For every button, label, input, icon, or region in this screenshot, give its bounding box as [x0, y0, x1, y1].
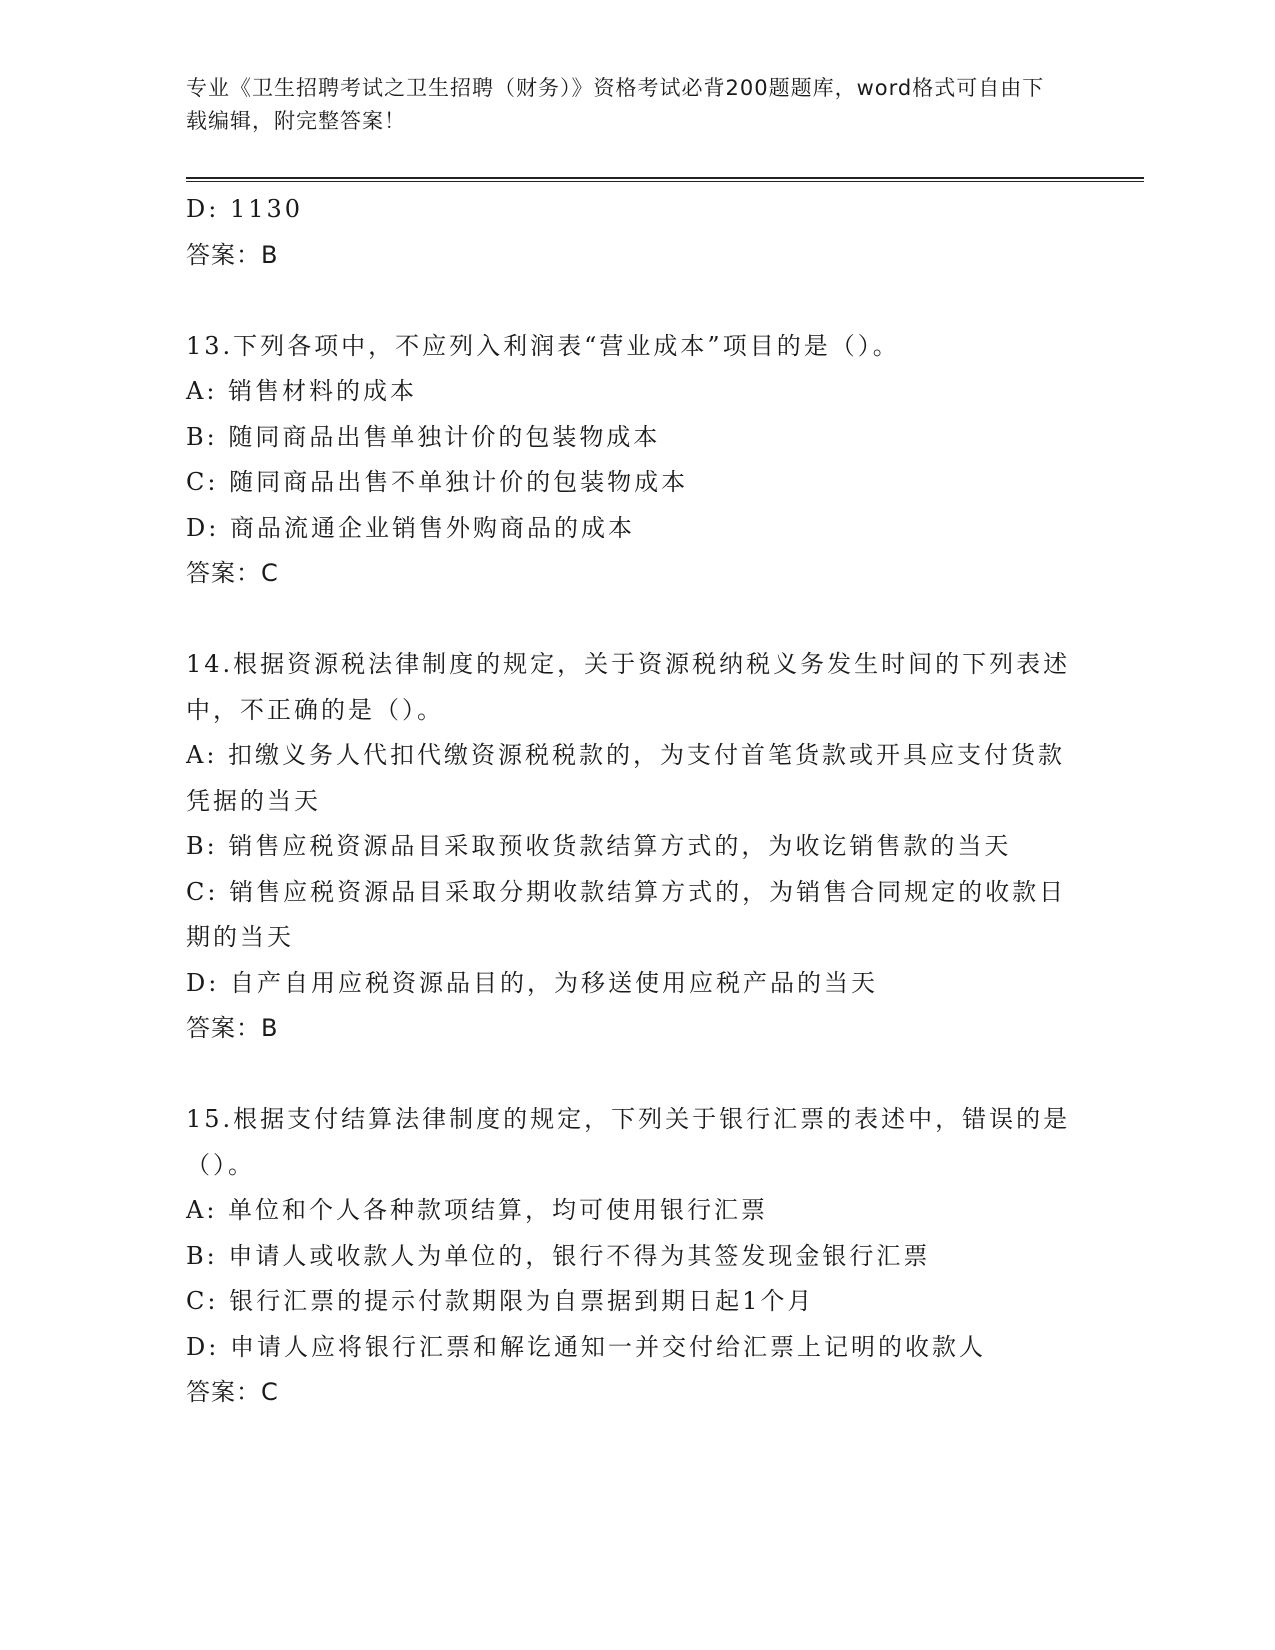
option-d: D: 申请人应将银行汇票和解讫通知一并交付给汇票上记明的收款人 — [186, 1332, 986, 1361]
question-13 — [186, 324, 1086, 597]
option-a: A: 扣缴义务人代扣代缴资源税税款的，为支付首笔货款或开具应支付货款凭据的当天 — [186, 741, 1066, 815]
option-c: C: 随同商品出售不单独计价的包装物成本 — [186, 468, 689, 496]
option-b: B: 随同商品出售单独计价的包装物成本 — [186, 422, 661, 451]
option-b: B: 申请人或收款人为单位的，银行不得为其签发现金银行汇票 — [186, 1241, 931, 1270]
header-rule — [186, 177, 1144, 182]
question-15 — [186, 1097, 1086, 1416]
question-content — [186, 187, 1086, 1416]
option-d: D: 自产自用应税资源品目的，为移送使用应税产品的当天 — [186, 968, 878, 997]
prev-answer: 答案：B — [186, 240, 279, 269]
page-header: 专业《卫生招聘考试之卫生招聘（财务）》资格考试必背200题题库，word格式可自由下载编辑，附完整答案！ — [186, 76, 1045, 133]
option-c: C: 销售应税资源品目采取分期收款结算方式的，为销售合同规定的收款日期的当天 — [186, 877, 1067, 951]
spacer — [186, 278, 1086, 324]
answer: 答案：C — [186, 559, 279, 587]
prev-option-d: D: 1130 — [186, 195, 304, 223]
answer: 答案：B — [186, 1014, 279, 1042]
option-a: A: 销售材料的成本 — [186, 377, 418, 405]
question-14 — [186, 642, 1086, 1052]
spacer — [186, 1052, 1086, 1098]
option-d: D: 商品流通企业销售外购商品的成本 — [186, 513, 635, 542]
question-stem: 15.根据支付结算法律制度的规定，下列关于银行汇票的表述中，错误的是（）。 — [186, 1105, 1071, 1179]
option-a: A: 单位和个人各种款项结算，均可使用银行汇票 — [186, 1196, 769, 1224]
spacer — [186, 597, 1086, 643]
question-stem: 13.下列各项中，不应列入利润表“营业成本”项目的是（）。 — [186, 331, 900, 360]
answer: 答案：C — [186, 1378, 279, 1406]
option-b: B: 销售应税资源品目采取预收货款结算方式的，为收讫销售款的当天 — [186, 832, 1012, 860]
question-stem: 14.根据资源税法律制度的规定，关于资源税纳税义务发生时间的下列表述中，不正确的是（）。 — [186, 650, 1071, 724]
option-c: C: 银行汇票的提示付款期限为自票据到期日起1个月 — [186, 1287, 815, 1315]
